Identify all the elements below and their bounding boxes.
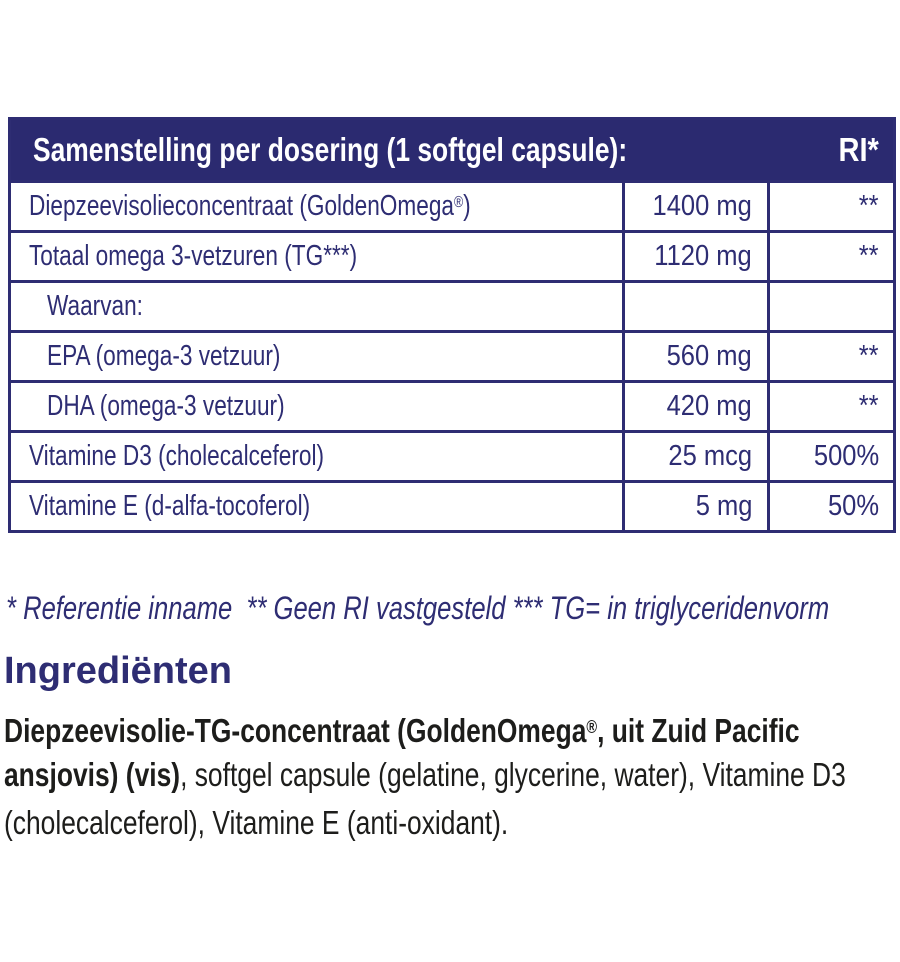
table-row xyxy=(10,282,895,332)
ingredient-name: Vitamine D3 (cholecalceferol) xyxy=(29,440,325,472)
table-row xyxy=(10,482,895,532)
amount-cell xyxy=(624,182,769,232)
reference-footnote xyxy=(6,590,900,627)
ri-value: ** xyxy=(859,240,880,272)
ingredient-name: Waarvan: xyxy=(47,290,143,322)
ri-value: 50% xyxy=(827,490,880,522)
ingredients-bold-text: ansjovis) (vis) xyxy=(4,756,181,793)
ingredients-bold-text: , uit Zuid Pacific xyxy=(597,712,800,750)
table-row xyxy=(10,332,895,382)
ri-cell xyxy=(769,482,895,532)
amount-value: 5 mg xyxy=(695,490,752,522)
ingredient-name: Vitamine E (d-alfa-tocoferol) xyxy=(29,490,311,522)
ingredients-heading: Ingrediënten xyxy=(4,650,233,692)
ingredients-regular-text: (cholecalceferol), Vitamine E (anti-oxidant). xyxy=(4,804,509,841)
ingredient-name-cell xyxy=(10,232,624,282)
ri-cell xyxy=(769,282,895,332)
ingredient-name: EPA (omega-3 vetzuur) xyxy=(47,340,281,372)
amount-cell xyxy=(624,482,769,532)
table-row xyxy=(10,382,895,432)
ri-cell xyxy=(769,182,895,232)
ingredient-name-suffix: ) xyxy=(463,190,471,222)
ri-cell xyxy=(769,432,895,482)
ingredients-bold-text: Diepzeevisolie-TG-concentraat (GoldenOmega xyxy=(4,712,587,750)
amount-cell xyxy=(624,282,769,332)
ri-value: 500% xyxy=(813,440,880,472)
composition-table xyxy=(8,117,896,533)
ri-value: ** xyxy=(859,190,880,222)
ri-cell xyxy=(769,382,895,432)
amount-value: 1400 mg xyxy=(652,190,752,222)
ingredients-line-3 xyxy=(4,799,900,847)
amount-value: 420 mg xyxy=(666,390,752,422)
ingredients-regular-text: , softgel capsule (gelatine, glycerine, water), Vitamine D3 xyxy=(180,756,846,793)
ingredients-paragraph xyxy=(4,703,900,847)
ri-cell xyxy=(769,332,895,382)
ingredient-name-cell xyxy=(10,382,624,432)
ingredient-name: Totaal omega 3-vetzuren (TG***) xyxy=(29,240,358,272)
amount-value: 560 mg xyxy=(666,340,752,372)
ingredient-name-cell xyxy=(10,482,624,532)
table-row xyxy=(10,432,895,482)
ingredient-name-cell xyxy=(10,282,624,332)
amount-value: 1120 mg xyxy=(654,240,752,272)
table-row xyxy=(10,232,895,282)
ri-value: ** xyxy=(859,340,880,372)
ri-cell xyxy=(769,232,895,282)
table-header-row xyxy=(10,119,895,182)
registered-trademark-symbol: ® xyxy=(453,194,464,212)
amount-value: 25 mcg xyxy=(668,440,752,472)
ingredient-name: Diepzeevisolieconcentraat (GoldenOmega xyxy=(29,190,454,222)
footnote-text: * Referentie inname ** Geen RI vastgesteld *** TG= in triglyceridenvorm xyxy=(6,590,830,626)
table-row xyxy=(10,182,895,232)
ingredient-name: DHA (omega-3 vetzuur) xyxy=(47,390,285,422)
ingredients-line-2 xyxy=(4,751,900,799)
ri-column-header: RI* xyxy=(838,131,880,168)
amount-cell xyxy=(624,332,769,382)
amount-cell xyxy=(624,382,769,432)
amount-cell xyxy=(624,432,769,482)
ingredients-line-1 xyxy=(4,703,900,751)
ingredient-name-cell xyxy=(10,332,624,382)
table-title: Samenstelling per dosering (1 softgel capsule): xyxy=(33,131,628,168)
registered-trademark-symbol: ® xyxy=(586,717,598,737)
ri-value: ** xyxy=(859,390,880,422)
amount-cell xyxy=(624,232,769,282)
table-header-cell xyxy=(10,119,895,182)
ingredient-name-cell xyxy=(10,432,624,482)
ingredient-name-cell xyxy=(10,182,624,232)
